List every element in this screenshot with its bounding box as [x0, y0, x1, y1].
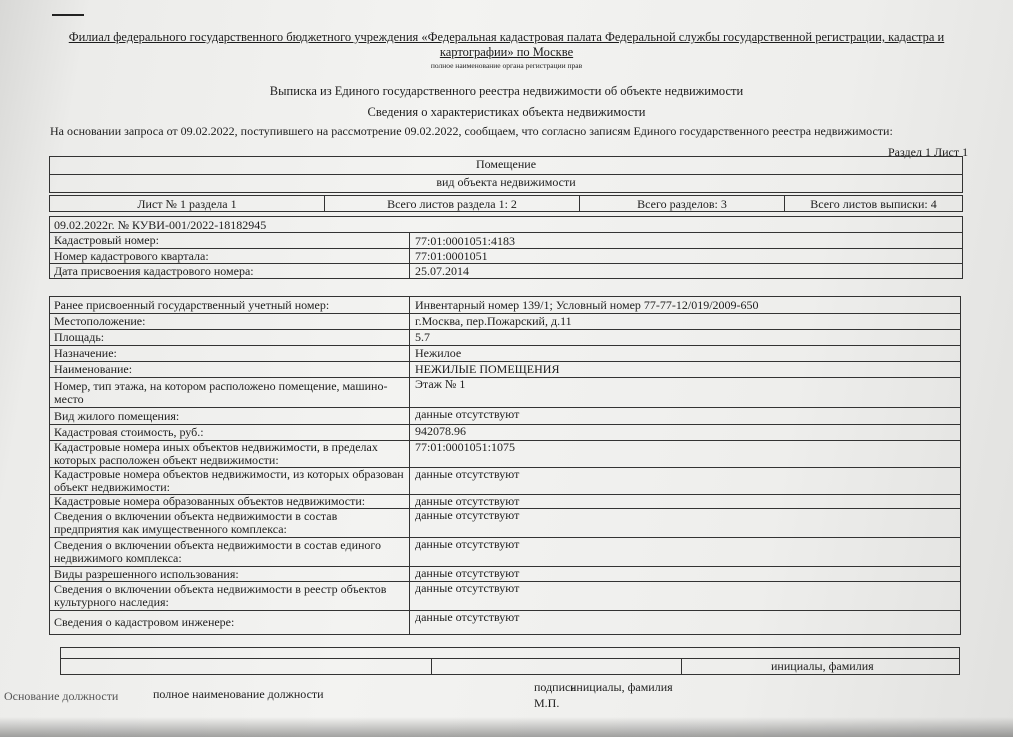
row-label: Сведения о включении объекта недвижимости в состав предприятия как имущественного комплекса:	[50, 509, 410, 537]
row-value: 77:01:0001051:4183	[415, 234, 516, 248]
table-row	[50, 495, 960, 509]
request-text: На основании запроса от 09.02.2022, поступившего на рассмотрение 09.02.2022, сообщаем, что согласно записям Единого государственного реестра недвижимости:	[50, 124, 893, 138]
row-label: Сведения о включении объекта недвижимости в состав единого недвижимого комплекса:	[50, 538, 410, 566]
row-label: Дата присвоения кадастрового номера:	[50, 264, 410, 278]
signature-col-divider	[431, 658, 432, 674]
table-row	[50, 314, 960, 330]
table-row	[50, 567, 960, 582]
row-label: Вид жилого помещения:	[50, 408, 410, 424]
table-row	[50, 538, 960, 567]
initials-caption-2: инициалы, фамилия	[570, 680, 673, 694]
row-label: Кадастровые номера иных объектов недвижимости, в пределах которых расположен объект недвижимости:	[50, 441, 410, 467]
sheets-in-section: Всего листов раздела 1: 2	[325, 196, 580, 211]
doc-ref: 09.02.2022г. № КУВИ-001/2022-18182945	[54, 218, 267, 232]
row-label: Кадастровые номера объектов недвижимости, из которых образован объект недвижимости:	[50, 468, 410, 494]
details-table	[49, 296, 961, 635]
table-row	[50, 441, 960, 468]
row-value: 942078.96	[415, 424, 466, 438]
row-value: 77:01:0001051	[415, 249, 488, 263]
row-value: данные отсутствуют	[415, 407, 520, 421]
row-value: данные отсутствуют	[415, 566, 520, 580]
row-label: Наименование:	[50, 362, 410, 377]
table-row	[50, 468, 960, 495]
signature-col-divider	[681, 658, 682, 674]
row-value: данные отсутствуют	[415, 581, 520, 595]
doc-title: Выписка из Единого государственного реестра недвижимости об объекте недвижимости	[269, 84, 744, 98]
table-row	[50, 233, 962, 249]
row-value: Нежилое	[415, 346, 462, 360]
position-caption: полное наименование должности	[153, 687, 324, 701]
row-label: Кадастровые номера образованных объектов недвижимости:	[50, 495, 410, 508]
page-mark	[52, 14, 84, 16]
org-name-line2: картографии» по Москве	[439, 45, 574, 59]
table-row	[50, 611, 960, 634]
stamp-label: М.П.	[534, 696, 560, 710]
cadastral-table	[49, 216, 963, 279]
position-bleed: Основание должности	[4, 689, 119, 703]
sheet-info-row	[49, 195, 963, 212]
org-caption: полное наименование органа регистрации прав	[430, 61, 583, 70]
total-sheets: Всего листов выписки: 4	[810, 197, 937, 211]
row-label: Номер кадастрового квартала:	[50, 249, 410, 263]
table-row	[50, 264, 962, 278]
org-name-line1: Филиал федерального государственного бюджетного учреждения «Федеральная кадастровая палата Федеральной службы государственной регистрации, кадастра и	[68, 30, 945, 44]
row-label: Сведения о кадастровом инженере:	[50, 611, 410, 634]
row-value: Инвентарный номер 139/1; Условный номер 77-77-12/019/2009-650	[415, 298, 759, 312]
row-label: Назначение:	[50, 346, 410, 361]
row-label: Кадастровый номер:	[50, 233, 410, 248]
row-value: НЕЖИЛЫЕ ПОМЕЩЕНИЯ	[415, 362, 560, 376]
total-sections: Всего разделов: 3	[580, 196, 785, 211]
table-row	[50, 509, 960, 538]
row-value: 77:01:0001051:1075	[415, 440, 516, 454]
table-row	[50, 378, 960, 408]
signature-caption: подпись	[534, 680, 576, 694]
row-value: данные отсутствуют	[415, 508, 520, 522]
doc-ref-row	[50, 217, 962, 233]
row-value: 5.7	[415, 330, 430, 344]
table-row	[50, 408, 960, 425]
row-value: г.Москва, пер.Пожарский, д.11	[415, 314, 572, 328]
object-type-box	[49, 156, 963, 193]
doc-subtitle: Сведения о характеристиках объекта недвижимости	[367, 105, 646, 119]
table-row	[50, 249, 962, 264]
row-value: Этаж № 1	[415, 377, 466, 391]
table-row	[50, 582, 960, 611]
row-label: Кадастровая стоимость, руб.:	[50, 425, 410, 440]
row-label: Ранее присвоенный государственный учетный номер:	[50, 297, 410, 313]
row-label: Номер, тип этажа, на котором расположено помещение, машино-место	[50, 378, 410, 407]
signature-table	[60, 647, 960, 675]
row-value: данные отсутствуют	[415, 467, 520, 481]
table-row	[50, 297, 960, 314]
row-label: Сведения о включении объекта недвижимости в реестр объектов культурного наследия:	[50, 582, 410, 610]
row-value: 25.07.2014	[415, 264, 469, 278]
section-sheet: Раздел 1 Лист 1	[888, 145, 969, 159]
row-value: данные отсутствуют	[415, 537, 520, 551]
row-label: Местоположение:	[50, 314, 410, 329]
table-row	[50, 346, 960, 362]
row-value: данные отсутствуют	[415, 494, 520, 508]
table-row	[50, 425, 960, 441]
initials-caption: инициалы, фамилия	[771, 659, 874, 673]
table-row	[50, 330, 960, 346]
sheet-number: Лист № 1 раздела 1	[50, 196, 325, 211]
page-edge-shadow	[0, 717, 1013, 737]
object-type-caption: вид объекта недвижимости	[436, 175, 576, 189]
row-label: Виды разрешенного использования:	[50, 567, 410, 581]
table-row	[50, 362, 960, 378]
row-value: данные отсутствуют	[415, 610, 520, 624]
row-label: Площадь:	[50, 330, 410, 345]
object-type: Помещение	[50, 157, 962, 175]
